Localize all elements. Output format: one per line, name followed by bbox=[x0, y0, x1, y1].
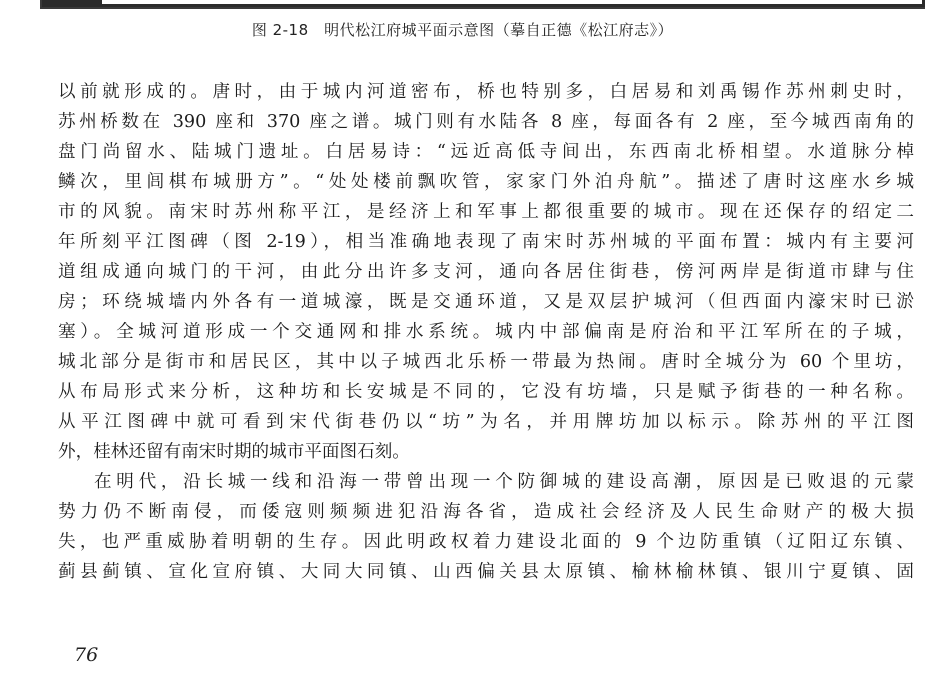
text-line: 鳞次，里闾棋布城册方”。“处处楼前飘吹管，家家门外泊舟航”。描述了唐时这座水乡城 bbox=[58, 172, 914, 192]
text-line: 房；环绕城墙内外各有一道城濠，既是交通环道，又是双层护城河（但西面内濠宋时已淤 bbox=[58, 292, 914, 312]
text-line: 城北部分是街市和居民区，其中以子城西北乐桥一带最为热闹。唐时全城分为 60 个里坊， bbox=[58, 352, 914, 372]
text-line: 从平江图碑中就可看到宋代街巷仍以“坊”为名，并用牌坊加以标示。除苏州的平江图 bbox=[58, 412, 914, 432]
text-line: 在明代，沿长城一线和沿海一带曾出现一个防御城的建设高潮，原因是已败退的元蒙 bbox=[94, 472, 914, 492]
text-line: 苏州桥数在 390 座和 370 座之谱。城门则有水陆各 8 座，每面各有 2 座，至今城西南角的 bbox=[58, 112, 914, 132]
figure-bottom-border bbox=[40, 0, 925, 9]
text-line: 外，桂林还留有南宋时期的城市平面图石刻。 bbox=[58, 442, 410, 462]
text-line: 从布局形式来分析，这种坊和长安城是不同的，它没有坊墙，只是赋予街巷的一种名称。 bbox=[58, 382, 914, 402]
page-number: 76 bbox=[74, 644, 99, 666]
text-line: 塞）。全城河道形成一个交通网和排水系统。城内中部偏南是府治和平江军所在的子城， bbox=[58, 322, 914, 342]
figure-caption: 图 2-18 明代松江府城平面示意图（摹自正德《松江府志》） bbox=[251, 21, 674, 39]
text-line: 势力仍不断南侵，而倭寇则频频进犯沿海各省，造成社会经济及人民生命财产的极大损 bbox=[58, 502, 914, 522]
body-text bbox=[58, 77, 914, 587]
figure-border-gap bbox=[102, 0, 922, 4]
text-line: 道组成通向城门的干河，由此分出许多支河，通向各居住街巷，傍河两岸是街道市肆与住 bbox=[58, 262, 914, 282]
text-line: 市的风貌。南宋时苏州称平江，是经济上和军事上都很重要的城市。现在还保存的绍定二 bbox=[58, 202, 914, 222]
text-line: 以前就形成的。唐时，由于城内河道密布，桥也特别多，白居易和刘禹锡作苏州刺史时， bbox=[58, 82, 914, 102]
text-line: 年所刻平江图碑（图 2-19），相当准确地表现了南宋时苏州城的平面布置：城内有主要河 bbox=[58, 232, 914, 252]
text-line: 失，也严重威胁着明朝的生存。因此明政权着力建设北面的 9 个边防重镇（辽阳辽东镇、 bbox=[58, 532, 914, 552]
text-line: 盘门尚留水、陆城门遗址。白居易诗：“远近高低寺间出，东西南北桥相望。水道脉分棹 bbox=[58, 142, 914, 162]
text-line: 蓟县蓟镇、宣化宣府镇、大同大同镇、山西偏关县太原镇、榆林榆林镇、银川宁夏镇、固 bbox=[58, 562, 914, 582]
